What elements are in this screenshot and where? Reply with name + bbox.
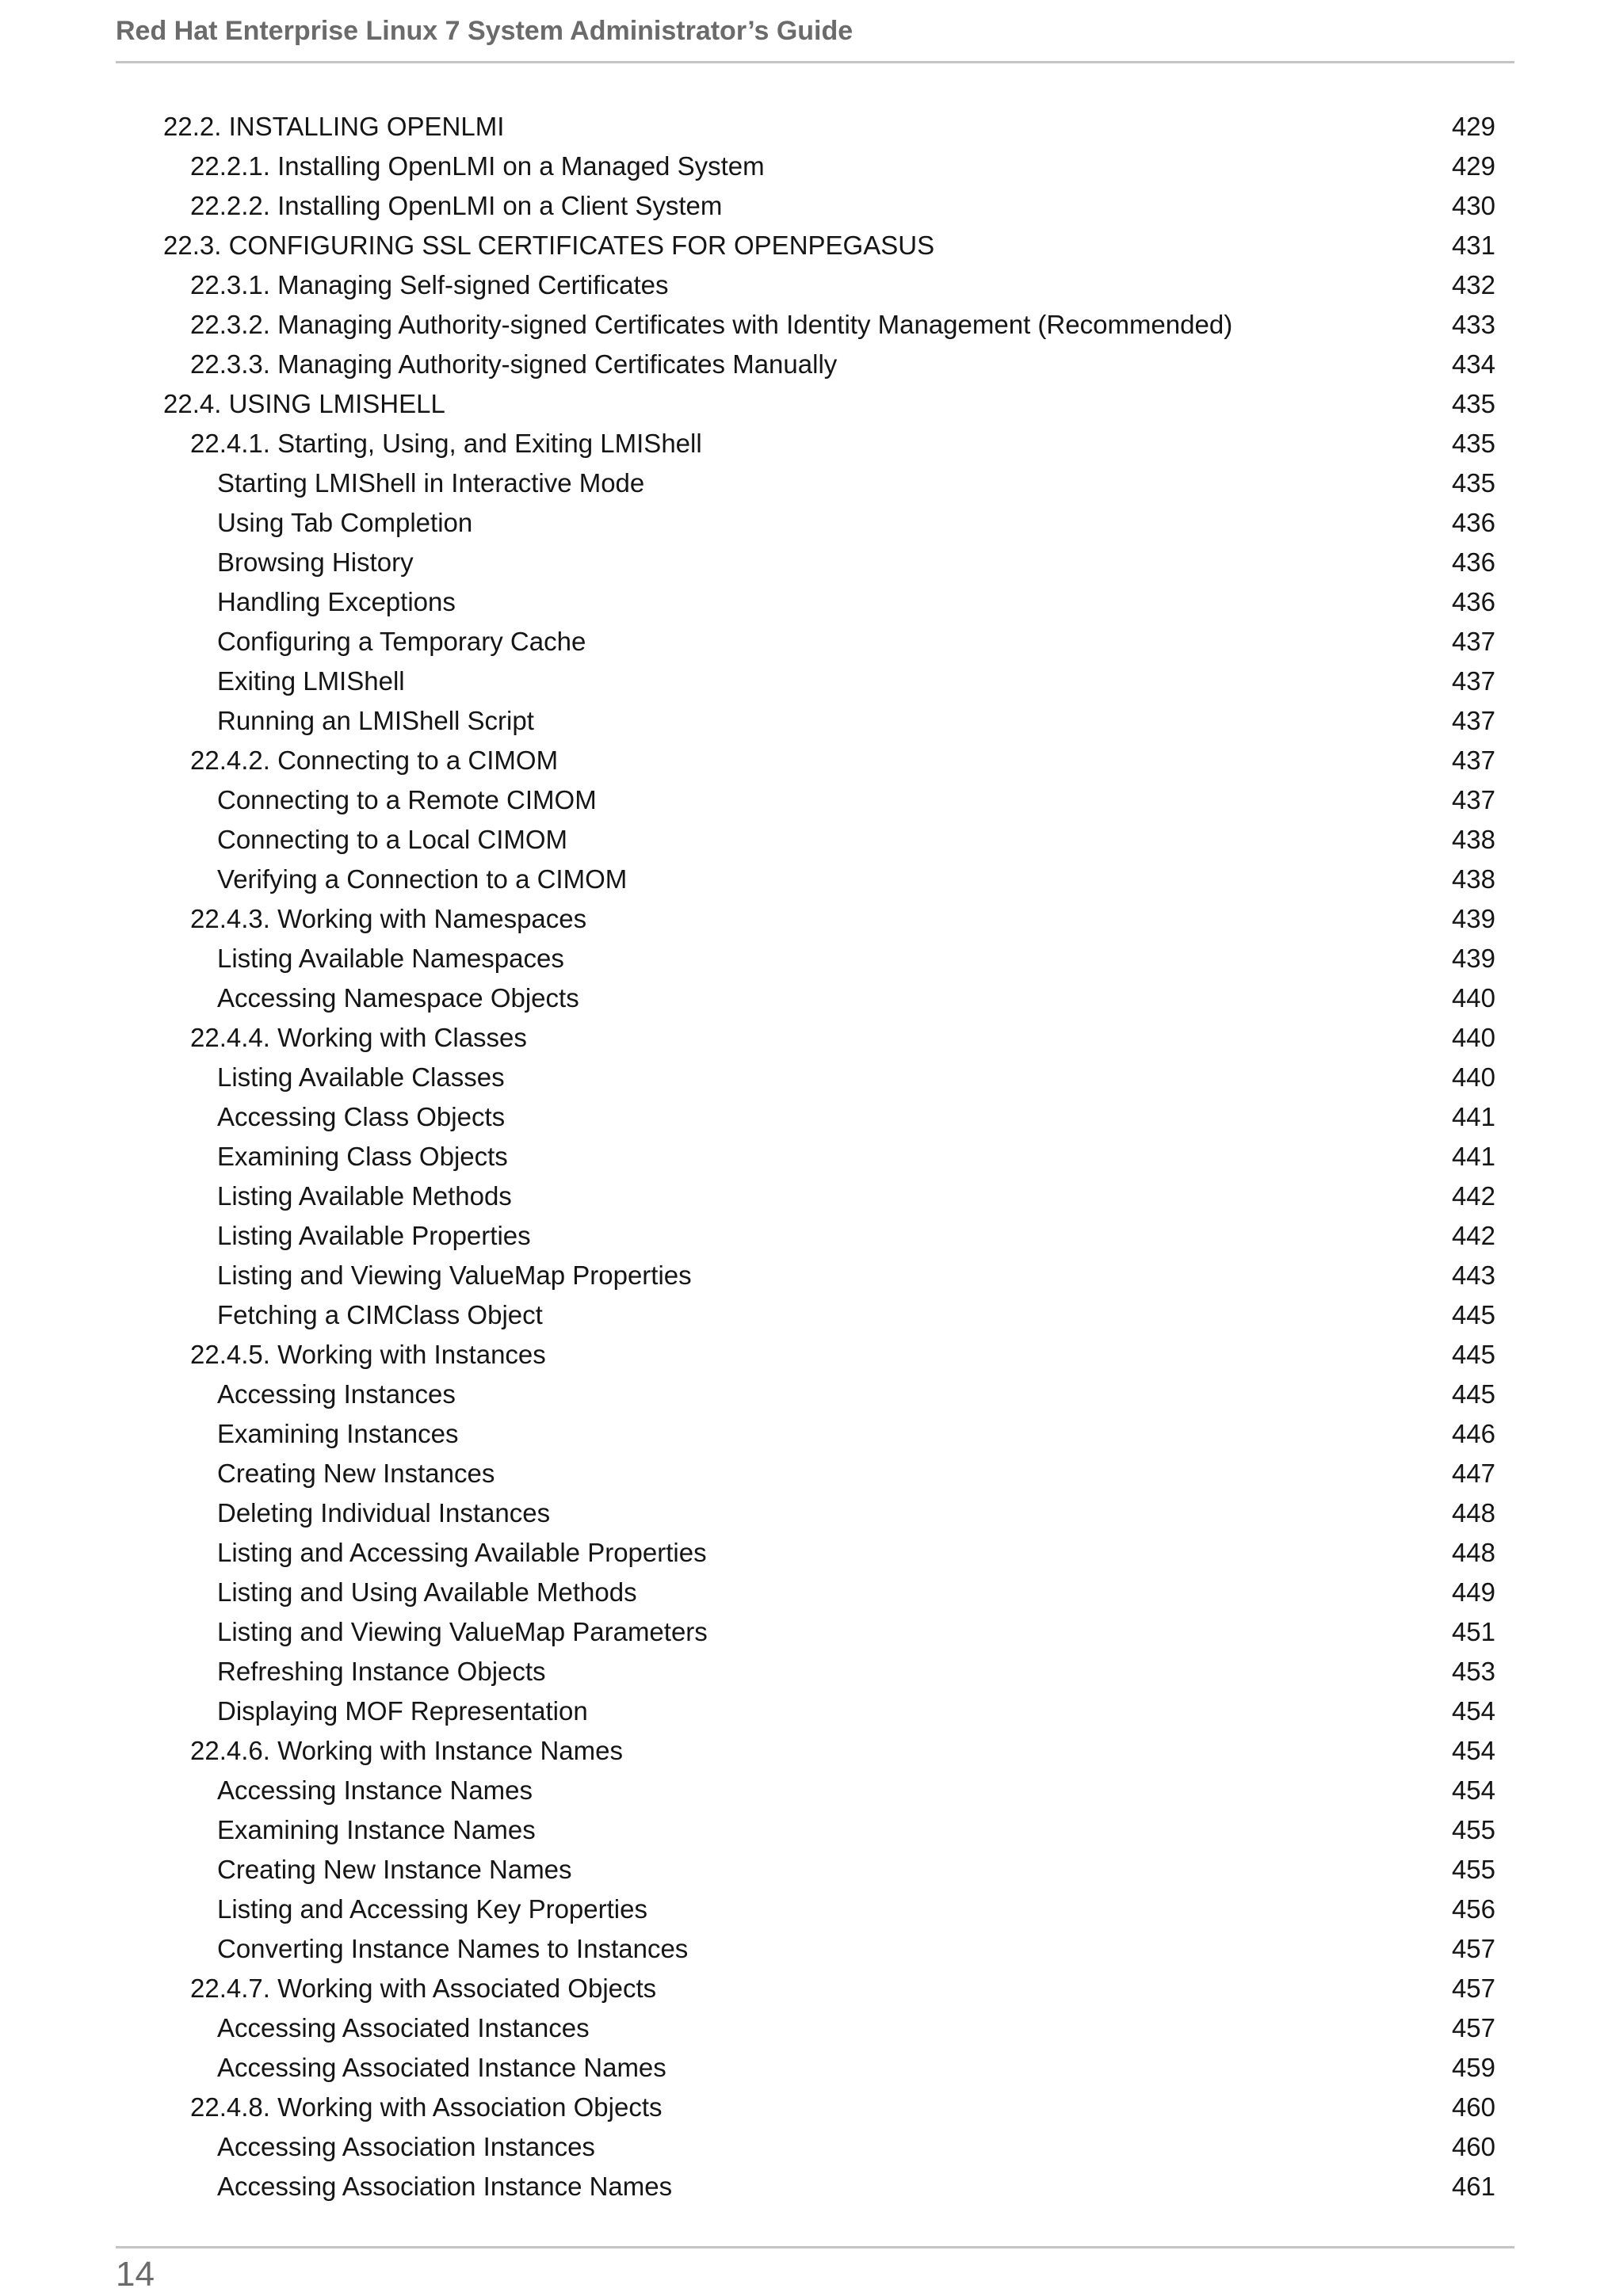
toc-entry-title[interactable]: Examining Instances	[217, 1419, 459, 1448]
toc-entry[interactable]	[116, 860, 1495, 899]
toc-entry-page-number[interactable]: 430	[1451, 191, 1495, 220]
toc-entry-page-number[interactable]: 431	[1451, 231, 1495, 260]
toc-entry-page-number[interactable]: 429	[1451, 112, 1495, 141]
toc-entry[interactable]	[116, 1691, 1495, 1731]
toc-entry-page-number[interactable]: 454	[1451, 1696, 1495, 1726]
toc-entry-page-number[interactable]: 437	[1451, 746, 1495, 775]
toc-entry[interactable]	[116, 543, 1495, 582]
toc-entry-title[interactable]: 22.4.8. Working with Association Objects	[190, 2092, 663, 2122]
toc-entry[interactable]	[116, 1295, 1495, 1335]
toc-entry-page-number[interactable]: 461	[1451, 2172, 1495, 2201]
toc-entry[interactable]	[116, 2127, 1495, 2167]
toc-entry[interactable]	[116, 1256, 1495, 1295]
toc-entry[interactable]	[116, 1850, 1495, 1890]
toc-entry[interactable]	[116, 978, 1495, 1018]
document-title: Red Hat Enterprise Linux 7 System Administrator’s Guide	[116, 16, 854, 46]
toc-entry[interactable]	[116, 384, 1495, 424]
toc-entry-title[interactable]: Deleting Individual Instances	[217, 1498, 551, 1527]
toc-entry-page-number[interactable]: 446	[1451, 1419, 1495, 1448]
toc-entry[interactable]	[116, 1335, 1495, 1375]
toc-entry[interactable]	[116, 1177, 1495, 1216]
toc-entry-title[interactable]: Examining Instance Names	[217, 1815, 536, 1844]
toc-entry-title[interactable]: Connecting to a Local CIMOM	[217, 825, 568, 854]
toc-entry-title[interactable]: 22.3.3. Managing Authority-signed Certificates Manually	[190, 349, 838, 379]
toc-entry-title[interactable]: Accessing Instances	[217, 1379, 456, 1409]
toc-entry[interactable]	[116, 265, 1495, 305]
toc-entry-title[interactable]: 22.2. INSTALLING OPENLMI	[163, 112, 505, 141]
page-number: 14	[116, 2255, 155, 2294]
toc-entry-title[interactable]: Accessing Association Instances	[217, 2132, 595, 2161]
toc-entry-page-number[interactable]: 455	[1451, 1855, 1495, 1884]
toc-entry-title[interactable]: Listing and Viewing ValueMap Properties	[217, 1261, 692, 1290]
toc-entry-title[interactable]: Listing and Using Available Methods	[217, 1577, 637, 1607]
toc-entry-title[interactable]: 22.4.3. Working with Namespaces	[190, 904, 587, 933]
toc-entry-title[interactable]: Listing Available Properties	[217, 1221, 531, 1250]
toc-entry-page-number[interactable]: 445	[1451, 1300, 1495, 1329]
toc-entry[interactable]	[116, 622, 1495, 662]
toc-entry-title[interactable]: 22.4.1. Starting, Using, and Exiting LMIShell	[190, 429, 702, 458]
toc-entry[interactable]	[116, 780, 1495, 820]
toc-entry-title[interactable]: Accessing Namespace Objects	[217, 983, 579, 1013]
page-footer	[116, 2246, 1514, 2294]
toc-entry[interactable]	[116, 1454, 1495, 1493]
toc-entry-page-number[interactable]: 435	[1451, 429, 1495, 458]
toc-entry[interactable]	[116, 1890, 1495, 1929]
running-header	[116, 14, 1514, 63]
toc-entry-title[interactable]: Examining Class Objects	[217, 1142, 508, 1171]
toc-entry-title[interactable]: Connecting to a Remote CIMOM	[217, 785, 597, 814]
toc-entry[interactable]	[116, 1216, 1495, 1256]
toc-entry-title[interactable]: Running an LMIShell Script	[217, 706, 534, 735]
toc-entry-title[interactable]: 22.4.5. Working with Instances	[190, 1340, 546, 1369]
toc-entry-page-number[interactable]: 448	[1451, 1498, 1495, 1527]
toc-entry[interactable]	[116, 1097, 1495, 1137]
toc-entry[interactable]	[116, 820, 1495, 860]
toc-entry-title[interactable]: Refreshing Instance Objects	[217, 1657, 546, 1686]
toc-entry-page-number[interactable]: 432	[1451, 270, 1495, 299]
toc-entry-title[interactable]: 22.4.6. Working with Instance Names	[190, 1736, 623, 1765]
toc-entry[interactable]	[116, 503, 1495, 543]
toc-entry-page-number[interactable]: 460	[1451, 2132, 1495, 2161]
toc-entry-title[interactable]: Listing and Viewing ValueMap Parameters	[217, 1617, 708, 1646]
toc-entry-title[interactable]: Creating New Instance Names	[217, 1855, 572, 1884]
toc-entry-page-number[interactable]: 447	[1451, 1459, 1495, 1488]
toc-entry-page-number[interactable]: 440	[1451, 1062, 1495, 1092]
toc-entry[interactable]	[116, 1929, 1495, 1969]
toc-entry[interactable]	[116, 1375, 1495, 1414]
toc-entry-title[interactable]: Starting LMIShell in Interactive Mode	[217, 468, 645, 498]
toc-entry[interactable]	[116, 305, 1495, 345]
toc-entry-title[interactable]: 22.3. CONFIGURING SSL CERTIFICATES FOR OPENPEGASUS	[163, 231, 935, 260]
toc-entry-page-number[interactable]: 454	[1451, 1775, 1495, 1805]
toc-entry-page-number[interactable]: 451	[1451, 1617, 1495, 1646]
toc-entry[interactable]	[116, 1414, 1495, 1454]
toc-entry-page-number[interactable]: 445	[1451, 1379, 1495, 1409]
toc-entry-title[interactable]: 22.4.2. Connecting to a CIMOM	[190, 746, 559, 775]
toc-entry-page-number[interactable]: 448	[1451, 1538, 1495, 1567]
toc-entry-title[interactable]: Accessing Associated Instances	[217, 2013, 590, 2042]
toc-entry[interactable]	[116, 1731, 1495, 1771]
toc-entry[interactable]	[116, 1058, 1495, 1097]
toc-entry[interactable]	[116, 345, 1495, 384]
toc-entry[interactable]	[116, 1771, 1495, 1810]
toc-entry[interactable]	[116, 701, 1495, 741]
toc-entry-page-number[interactable]: 439	[1451, 904, 1495, 933]
toc-entry-title[interactable]: Listing Available Classes	[217, 1062, 505, 1092]
toc-entry[interactable]	[116, 107, 1495, 147]
toc-entry-page-number[interactable]: 439	[1451, 944, 1495, 973]
toc-entry-page-number[interactable]: 434	[1451, 349, 1495, 379]
toc-entry-page-number[interactable]: 441	[1451, 1142, 1495, 1171]
toc-entry-page-number[interactable]: 435	[1451, 389, 1495, 418]
toc-entry-title[interactable]: Listing Available Namespaces	[217, 944, 564, 973]
toc-entry-page-number[interactable]: 459	[1451, 2053, 1495, 2082]
toc-entry-page-number[interactable]: 436	[1451, 547, 1495, 577]
toc-entry[interactable]	[116, 662, 1495, 701]
toc-entry[interactable]	[116, 1018, 1495, 1058]
toc-entry-page-number[interactable]: 437	[1451, 666, 1495, 696]
toc-entry-title[interactable]: Verifying a Connection to a CIMOM	[217, 864, 628, 894]
toc-entry-page-number[interactable]: 440	[1451, 1023, 1495, 1052]
toc-entry[interactable]	[116, 2167, 1495, 2206]
toc-entry-title[interactable]: Fetching a CIMClass Object	[217, 1300, 543, 1329]
toc-entry-title[interactable]: 22.4.4. Working with Classes	[190, 1023, 527, 1052]
toc-entry[interactable]	[116, 463, 1495, 503]
toc-entry-title[interactable]: 22.2.1. Installing OpenLMI on a Managed System	[190, 151, 765, 181]
toc-entry[interactable]	[116, 2008, 1495, 2048]
toc-entry-title[interactable]: Accessing Associated Instance Names	[217, 2053, 666, 2082]
toc-entry-page-number[interactable]: 460	[1451, 2092, 1495, 2122]
toc-entry-page-number[interactable]: 440	[1451, 983, 1495, 1013]
toc-entry[interactable]	[116, 899, 1495, 939]
toc-entry-page-number[interactable]: 437	[1451, 706, 1495, 735]
toc-entry-page-number[interactable]: 443	[1451, 1261, 1495, 1290]
toc-entry[interactable]	[116, 1493, 1495, 1533]
toc-entry-title[interactable]: 22.3.2. Managing Authority-signed Certificates with Identity Management (Recommended)	[190, 310, 1233, 339]
toc-entry-page-number[interactable]: 457	[1451, 2013, 1495, 2042]
toc-entry-title[interactable]: Listing and Accessing Available Properties	[217, 1538, 707, 1567]
toc-entry[interactable]	[116, 1652, 1495, 1691]
toc-entry[interactable]	[116, 741, 1495, 780]
toc-entry-page-number[interactable]: 445	[1451, 1340, 1495, 1369]
toc-entry-title[interactable]: Configuring a Temporary Cache	[217, 627, 586, 656]
toc-entry[interactable]	[116, 2088, 1495, 2127]
toc-entry-page-number[interactable]: 433	[1451, 310, 1495, 339]
toc-entry[interactable]	[116, 1533, 1495, 1573]
toc-entry-page-number[interactable]: 437	[1451, 785, 1495, 814]
toc-entry[interactable]	[116, 1810, 1495, 1850]
toc-entry-page-number[interactable]: 457	[1451, 1934, 1495, 1963]
toc-entry-page-number[interactable]: 456	[1451, 1894, 1495, 1924]
toc-entry-title[interactable]: Using Tab Completion	[217, 508, 473, 537]
toc-entry-title[interactable]: Exiting LMIShell	[217, 666, 405, 696]
toc-entry-title[interactable]: Accessing Instance Names	[217, 1775, 533, 1805]
toc-entry-page-number[interactable]: 455	[1451, 1815, 1495, 1844]
toc-entry-title[interactable]: Listing Available Methods	[217, 1181, 512, 1211]
table-of-contents	[116, 107, 1495, 2206]
toc-entry[interactable]	[116, 582, 1495, 622]
toc-entry-page-number[interactable]: 453	[1451, 1657, 1495, 1686]
toc-entry[interactable]	[116, 1969, 1495, 2008]
toc-entry-title[interactable]: Converting Instance Names to Instances	[217, 1934, 689, 1963]
toc-entry-page-number[interactable]: 437	[1451, 627, 1495, 656]
toc-entry-page-number[interactable]: 438	[1451, 825, 1495, 854]
toc-entry-page-number[interactable]: 436	[1451, 587, 1495, 616]
toc-entry-title[interactable]: Listing and Accessing Key Properties	[217, 1894, 647, 1924]
toc-entry-title[interactable]: Browsing History	[217, 547, 414, 577]
toc-entry-page-number[interactable]: 454	[1451, 1736, 1495, 1765]
toc-entry-title[interactable]: Handling Exceptions	[217, 587, 456, 616]
toc-entry-page-number[interactable]: 438	[1451, 864, 1495, 894]
toc-entry-title[interactable]: 22.4.7. Working with Associated Objects	[190, 1974, 657, 2003]
toc-entry-title[interactable]: 22.2.2. Installing OpenLMI on a Client System	[190, 191, 723, 220]
toc-entry[interactable]	[116, 2048, 1495, 2088]
toc-entry-title[interactable]: Accessing Association Instance Names	[217, 2172, 673, 2201]
toc-entry-page-number[interactable]: 442	[1451, 1221, 1495, 1250]
toc-entry-page-number[interactable]: 436	[1451, 508, 1495, 537]
toc-entry[interactable]	[116, 147, 1495, 186]
toc-entry-title[interactable]: 22.4. USING LMISHELL	[163, 389, 445, 418]
toc-entry-page-number[interactable]: 441	[1451, 1102, 1495, 1131]
toc-entry[interactable]	[116, 186, 1495, 226]
toc-entry[interactable]	[116, 226, 1495, 265]
toc-entry-title[interactable]: 22.3.1. Managing Self-signed Certificates	[190, 270, 669, 299]
toc-entry-title[interactable]: Accessing Class Objects	[217, 1102, 506, 1131]
toc-entry[interactable]	[116, 424, 1495, 463]
toc-entry[interactable]	[116, 1612, 1495, 1652]
toc-entry[interactable]	[116, 1137, 1495, 1177]
toc-entry-title[interactable]: Creating New Instances	[217, 1459, 495, 1488]
toc-entry-page-number[interactable]: 457	[1451, 1974, 1495, 2003]
toc-entry-page-number[interactable]: 435	[1451, 468, 1495, 498]
toc-entry-page-number[interactable]: 429	[1451, 151, 1495, 181]
toc-entry-page-number[interactable]: 442	[1451, 1181, 1495, 1211]
toc-entry[interactable]	[116, 1573, 1495, 1612]
toc-entry-title[interactable]: Displaying MOF Representation	[217, 1696, 588, 1726]
toc-entry[interactable]	[116, 939, 1495, 978]
toc-entry-page-number[interactable]: 449	[1451, 1577, 1495, 1607]
